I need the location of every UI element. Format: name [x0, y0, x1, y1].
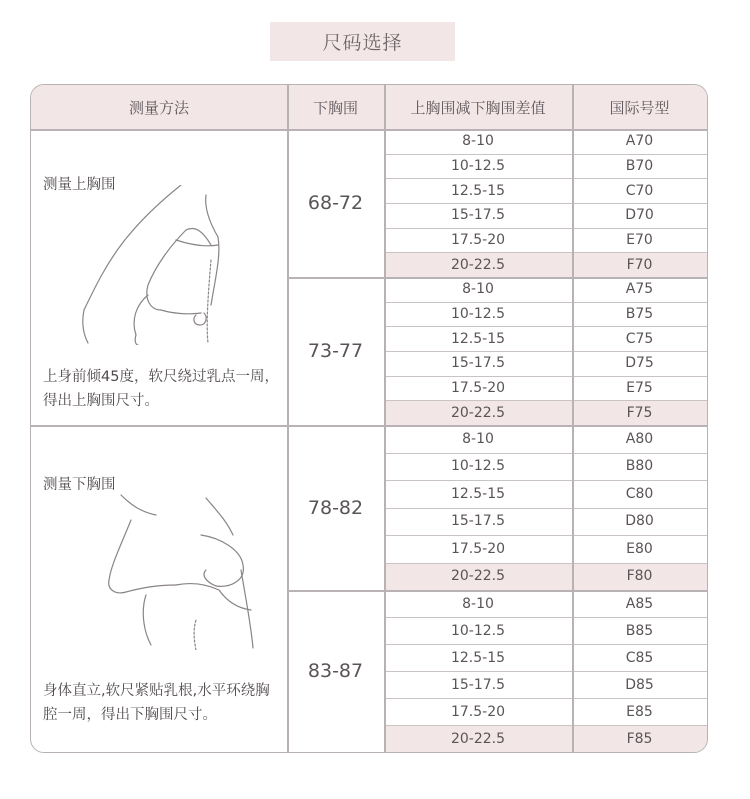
row-divider	[384, 535, 707, 536]
column-divider	[287, 85, 289, 752]
size-cell: C75	[625, 330, 654, 347]
size-cell: B75	[625, 305, 654, 322]
row-divider	[384, 480, 707, 481]
row-divider	[384, 698, 707, 699]
under-bust-sketch-icon	[101, 490, 261, 650]
row-divider	[384, 563, 707, 564]
column-divider	[384, 85, 386, 752]
size-cell: C80	[625, 485, 654, 502]
size-cell: D80	[625, 513, 654, 530]
upper-bust-sketch-icon	[76, 185, 246, 345]
size-cell: C70	[625, 182, 654, 199]
row-divider	[384, 351, 707, 352]
difference-cell: 17.5-20	[450, 379, 506, 396]
row-divider	[384, 203, 707, 204]
method-desc-upper: 上身前倾45度，软尺绕过乳点一周，得出上胸围尺寸。	[43, 369, 279, 409]
row-divider	[384, 376, 707, 377]
size-cell: A80	[625, 430, 654, 447]
row-divider	[384, 644, 707, 645]
difference-cell: 10-12.5	[450, 157, 506, 174]
row-divider	[384, 617, 707, 618]
difference-cell: 12.5-15	[450, 182, 506, 199]
row-divider	[384, 302, 707, 303]
difference-cell: 15-17.5	[450, 355, 506, 372]
row-divider	[384, 178, 707, 179]
difference-cell: 15-17.5	[450, 513, 506, 530]
size-cell: F70	[572, 252, 707, 277]
under-bust-value: 78-82	[307, 496, 364, 519]
difference-cell: 8-10	[462, 595, 494, 612]
difference-cell: 15-17.5	[450, 207, 506, 224]
row-divider	[384, 400, 707, 401]
difference-cell: 20-22.5	[384, 725, 572, 752]
difference-cell: 17.5-20	[450, 703, 506, 720]
difference-cell: 10-12.5	[450, 305, 506, 322]
difference-cell: 12.5-15	[450, 330, 506, 347]
method-label-upper: 测量上胸围	[43, 177, 116, 193]
row-divider	[384, 725, 707, 726]
difference-cell: 10-12.5	[450, 458, 506, 475]
difference-cell: 20-22.5	[384, 400, 572, 425]
size-cell: E75	[626, 379, 653, 396]
row-divider	[384, 671, 707, 672]
size-cell: E80	[626, 540, 653, 557]
difference-cell: 20-22.5	[384, 252, 572, 277]
row-divider	[384, 453, 707, 454]
size-cell: B80	[625, 458, 654, 475]
size-cell: F85	[572, 725, 707, 752]
group-divider	[287, 590, 707, 592]
size-cell: F75	[572, 400, 707, 425]
size-cell: D85	[625, 676, 654, 693]
page-title: 尺码选择	[270, 22, 455, 61]
row-divider	[384, 154, 707, 155]
difference-cell: 12.5-15	[450, 485, 506, 502]
size-cell: A85	[625, 595, 654, 612]
row-divider	[384, 326, 707, 327]
size-cell: B85	[625, 622, 654, 639]
difference-cell: 8-10	[462, 133, 494, 150]
size-cell: E85	[626, 703, 653, 720]
group-divider	[287, 277, 707, 279]
difference-cell: 10-12.5	[450, 622, 506, 639]
row-divider	[384, 252, 707, 253]
difference-cell: 17.5-20	[450, 231, 506, 248]
size-cell: D75	[625, 355, 654, 372]
difference-cell: 17.5-20	[450, 540, 506, 557]
column-divider	[572, 85, 574, 752]
method-label-under: 测量下胸围	[43, 477, 116, 493]
header-difference: 上胸围减下胸围差值	[384, 85, 572, 129]
header-divider	[31, 129, 707, 131]
row-divider	[384, 228, 707, 229]
row-divider	[384, 508, 707, 509]
difference-cell: 8-10	[462, 430, 494, 447]
difference-cell: 15-17.5	[450, 676, 506, 693]
difference-cell: 20-22.5	[384, 563, 572, 591]
size-cell: A70	[625, 133, 654, 150]
size-cell: B70	[625, 157, 654, 174]
under-bust-value: 73-77	[307, 340, 364, 362]
size-cell: C85	[625, 649, 654, 666]
size-cell: A75	[625, 281, 654, 298]
difference-cell: 12.5-15	[450, 649, 506, 666]
difference-cell: 8-10	[462, 281, 494, 298]
method-desc-under: 身体直立,软尺紧贴乳根,水平环绕胸腔一周，得出下胸围尺寸。	[43, 683, 270, 723]
header-under-bust: 下胸围	[287, 85, 384, 129]
size-cell: F80	[572, 563, 707, 591]
header-method: 测量方法	[31, 85, 287, 129]
size-cell: D70	[625, 207, 654, 224]
section-divider	[31, 425, 707, 427]
under-bust-value: 68-72	[307, 192, 364, 214]
size-chart-table	[30, 84, 708, 753]
header-size: 国际号型	[572, 85, 707, 129]
under-bust-value: 83-87	[307, 660, 364, 682]
size-cell: E70	[626, 231, 653, 248]
